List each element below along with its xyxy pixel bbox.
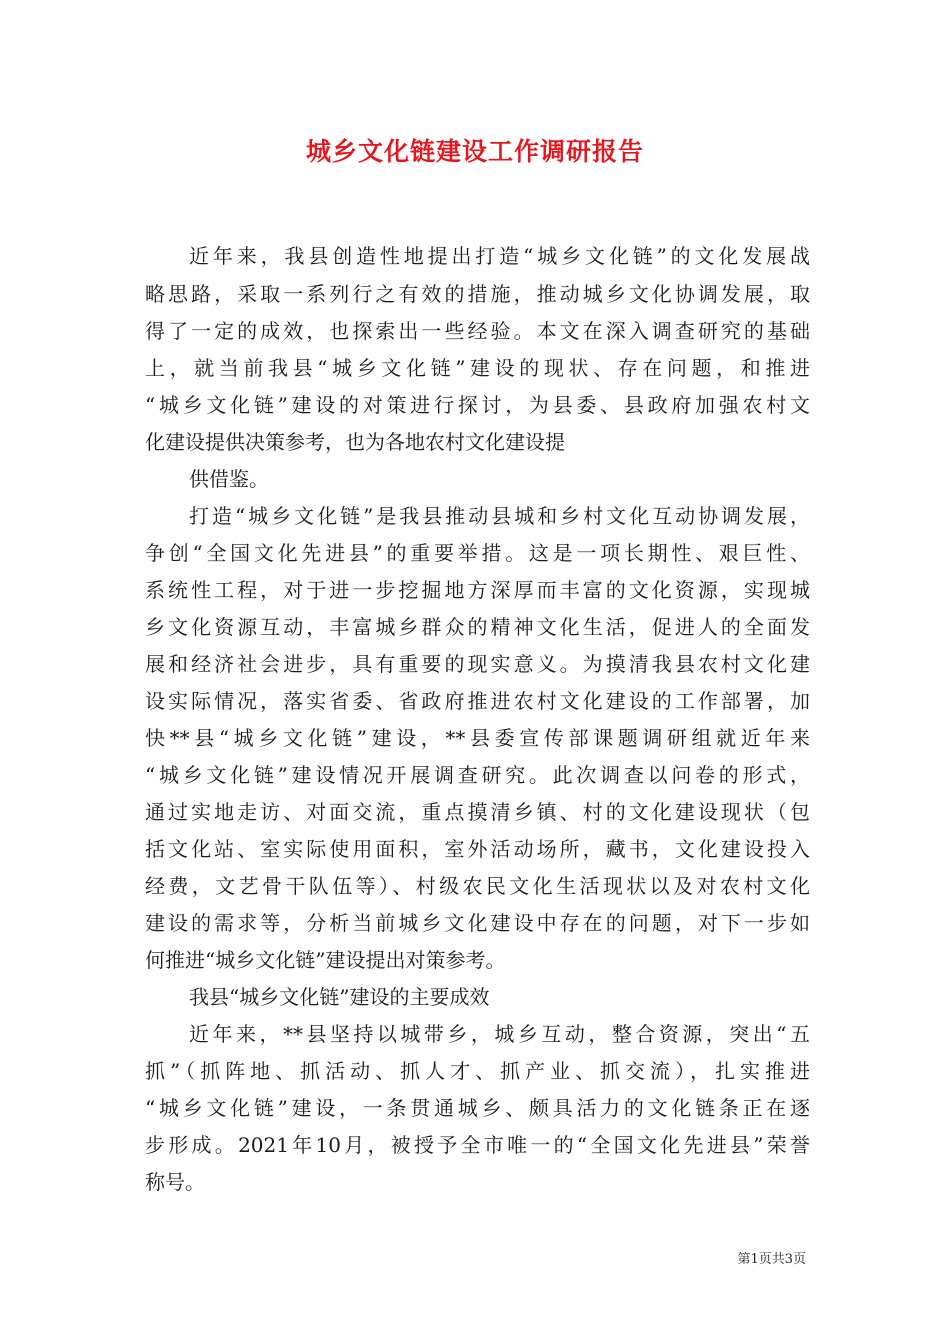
- paragraph-line: 设实际情况，落实省委、省政府推进农村文化建设的工作部署，加: [145, 689, 810, 713]
- paragraph-line: 经费，文艺骨干队伍等）、村级农民文化生活现状以及对农村文化: [145, 874, 810, 898]
- paragraph-line: 何推进“城乡文化链”建设提出对策参考。: [145, 948, 506, 972]
- paragraph-line: 通过实地走访、对面交流，重点摸清乡镇、村的文化建设现状（包: [145, 800, 810, 824]
- paragraph-line: 抓”（抓阵地、抓活动、抓人才、抓产业、抓交流），扎实推进: [145, 1059, 810, 1083]
- paragraph-line: 快**县“城乡文化链”建设，**县委宣传部课题调研组就近年来: [145, 726, 810, 750]
- paragraph-line: 系统性工程，对于进一步挖掘地方深厚而丰富的文化资源，实现城: [145, 578, 810, 602]
- paragraph-line: 供借鉴。: [189, 467, 269, 491]
- paragraph-line: 化建设提供决策参考，也为各地农村文化建设提: [145, 430, 565, 454]
- section-heading: 我县“城乡文化链”建设的主要成效: [189, 985, 490, 1009]
- paragraph-line: 步形成。2021年10月，被授予全市唯一的“全国文化先进县”荣誉: [145, 1133, 810, 1157]
- paragraph-line: 近年来，**县坚持以城带乡，城乡互动，整合资源，突出“五: [189, 1022, 810, 1046]
- paragraph-line: “城乡文化链”建设情况开展调查研究。此次调查以问卷的形式，: [145, 763, 810, 787]
- page-number: 第1页共3页: [737, 1252, 806, 1267]
- paragraph-line: 上，就当前我县“城乡文化链”建设的现状、存在问题，和推进: [145, 356, 810, 380]
- paragraph-line: 展和经济社会进步，具有重要的现实意义。为摸清我县农村文化建: [145, 652, 810, 676]
- paragraph-line: 乡文化资源互动，丰富城乡群众的精神文化生活，促进人的全面发: [145, 615, 810, 639]
- paragraph-line: 得了一定的成效，也探索出一些经验。本文在深入调查研究的基础: [145, 319, 810, 343]
- document-title: 城乡文化链建设工作调研报告: [305, 137, 644, 166]
- paragraph-line: 近年来，我县创造性地提出打造“城乡文化链”的文化发展战: [189, 244, 810, 268]
- paragraph-line: 建设的需求等，分析当前城乡文化建设中存在的问题，对下一步如: [145, 911, 810, 935]
- paragraph-line: “城乡文化链”建设的对策进行探讨，为县委、县政府加强农村文: [145, 393, 810, 417]
- paragraph-line: 争创“全国文化先进县”的重要举措。这是一项长期性、艰巨性、: [145, 541, 810, 565]
- paragraph-line: 称号。: [145, 1170, 205, 1194]
- paragraph-line: 括文化站、室实际使用面积，室外活动场所，藏书，文化建设投入: [145, 837, 810, 861]
- paragraph-line: “城乡文化链”建设，一条贯通城乡、颇具活力的文化链条正在逐: [145, 1096, 810, 1120]
- paragraph-line: 打造“城乡文化链”是我县推动县城和乡村文化互动协调发展，: [189, 504, 810, 528]
- paragraph-line: 略思路，采取一系列行之有效的措施，推动城乡文化协调发展，取: [145, 282, 810, 306]
